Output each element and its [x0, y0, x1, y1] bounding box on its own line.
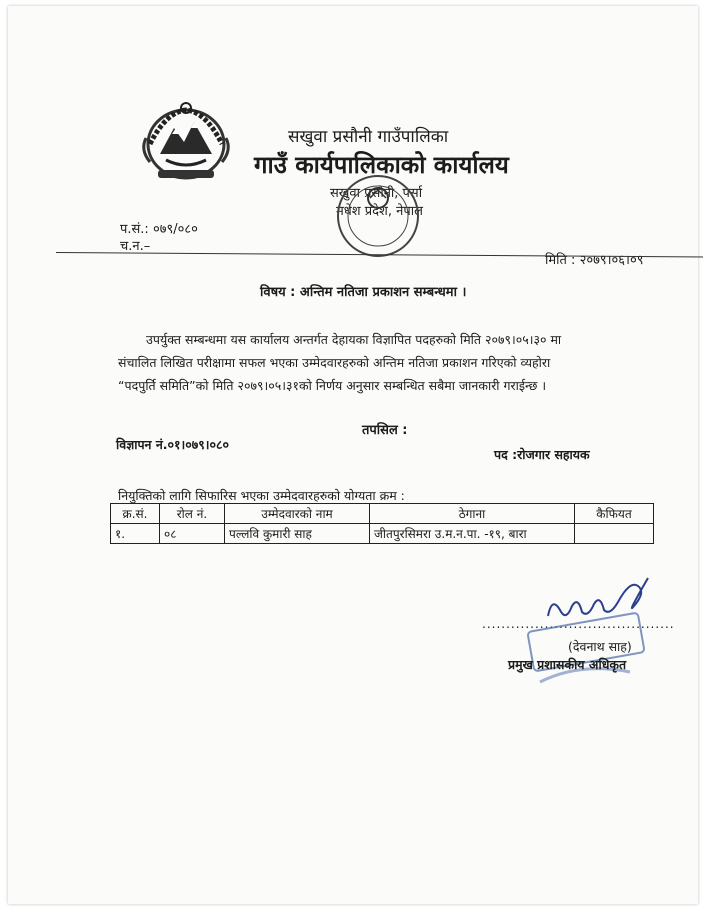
table-header-row — [111, 504, 654, 524]
column-header: ठेगाना — [370, 504, 575, 524]
merit-list-table — [110, 503, 654, 544]
recommendation-text: नियुक्तिको लागि सिफारिस भएका उम्मेदवारहरुको योग्यता क्रम : — [118, 488, 405, 503]
table-cell — [575, 524, 654, 544]
body-line: उपर्युक्त सम्बन्धमा यस कार्यालय अन्तर्गत देहायका विज्ञापित पदहरुको मिति २०७९।०५।३० मा — [146, 332, 562, 347]
signatory-name: (देवनाथ साह) — [568, 639, 632, 654]
schedule-heading: तपसिल : — [362, 423, 408, 438]
letter-body — [118, 328, 658, 397]
nepal-emblem-icon — [136, 98, 236, 184]
post-name: पद :रोजगार सहायक — [494, 447, 590, 462]
table-cell: पल्लवि कुमारी साह — [225, 524, 370, 544]
letter-subject: विषय : अन्तिम नतिजा प्रकाशन सम्बन्धमा । — [260, 285, 467, 300]
municipality-name: सखुवा प्रसौनी गाउँपालिका — [288, 127, 449, 147]
signature-line: ........................................ — [482, 617, 675, 631]
address-line-1: सखुवा प्रसौनी, पर्सा — [330, 186, 423, 201]
column-header: रोल नं. — [160, 504, 225, 524]
table-cell: ०८ — [160, 524, 225, 544]
table-cell: १. — [111, 524, 160, 544]
table-cell: जीतपुरसिमरा उ.म.न.पा. -१९, बारा — [370, 524, 575, 544]
body-line: “पदपुर्ति समिति”को मिति २०७९।०५।३१को निर्णय अनुसार सम्बन्धित सबैमा जानकारी गराईन्छ । — [118, 378, 547, 393]
column-header: उम्मेदवारको नाम — [225, 504, 370, 524]
office-name: गाउँ कार्यपालिकाको कार्यालय — [254, 151, 509, 179]
body-line: संचालित लिखित परीक्षामा सफल भएका उम्मेदवारहरुको अन्तिम नतिजा प्रकाशन गरिएको व्यहोरा — [118, 355, 551, 370]
letter-date: मिति : २०७९।०६।०९ — [545, 253, 644, 268]
dispatch-number: च.न.– — [120, 239, 151, 254]
table-row — [111, 524, 654, 544]
column-header: क्र.सं. — [111, 504, 160, 524]
address-line-2: मधेश प्रदेश, नेपाल — [336, 204, 423, 219]
column-header: कैफियत — [575, 504, 654, 524]
signatory-designation: प्रमुख प्रशासकीय अधिकृत — [508, 657, 627, 672]
reference-number: प.सं.: ०७९/०८० — [120, 222, 198, 237]
advertisement-number: विज्ञापन नं.०१।०७९।०८० — [116, 437, 229, 452]
letter-page — [8, 6, 698, 904]
